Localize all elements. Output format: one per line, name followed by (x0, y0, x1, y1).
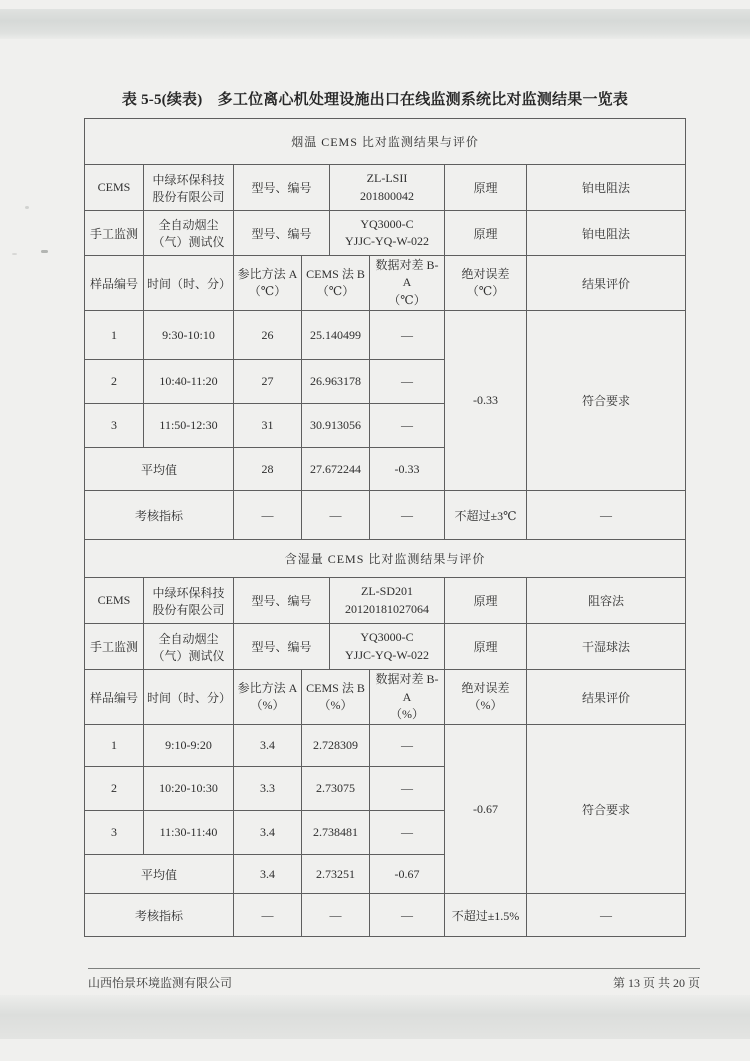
header-abs-error-label: 绝对误差 (461, 680, 510, 695)
header-ref-cell (234, 670, 302, 725)
cems-value-cell: 25.140499 (302, 311, 370, 360)
model-line2: YJJC-YQ-W-022 (345, 647, 429, 662)
cems-value-cell: 2.73075 (302, 767, 370, 811)
assessment-limit-cell: 不超过±3℃ (445, 491, 527, 540)
sample-no-cell: 2 (85, 767, 144, 811)
sample-no-cell: 3 (85, 404, 144, 448)
model-value-cell (330, 165, 445, 211)
time-cell: 10:20-10:30 (144, 767, 234, 811)
section2-header-row (85, 670, 686, 725)
sample-no-cell: 1 (85, 311, 144, 360)
principle-label-cell: 原理 (445, 624, 527, 670)
principle-label-cell: 原理 (445, 211, 527, 256)
model-label-cell: 型号、编号 (234, 211, 330, 256)
header-time-cell: 时间（时、分） (144, 256, 234, 311)
assessment-label-cell: 考核指标 (85, 894, 234, 937)
scan-speck (25, 206, 29, 209)
model-line2: 20120181027064 (345, 601, 429, 616)
assessment-result-cell: — (527, 894, 686, 937)
section1-manual-device-row (85, 211, 686, 256)
device-name-cell: 中绿环保科技股份有限公司 (144, 578, 234, 624)
section1-assessment-row (85, 491, 686, 540)
diff-value-cell: — (370, 725, 445, 767)
section2-title-row (85, 540, 686, 578)
header-diff-label: 数据对差 B-A (375, 672, 439, 704)
device-name-cell: 全自动烟尘（气）测试仪 (144, 624, 234, 670)
device-label-cell: CEMS (85, 165, 144, 211)
diff-value-cell: — (370, 767, 445, 811)
scan-speck (12, 253, 17, 255)
model-value-cell (330, 211, 445, 256)
principle-value-cell: 干湿球法 (527, 624, 686, 670)
model-label-cell: 型号、编号 (234, 165, 330, 211)
model-value-cell (330, 624, 445, 670)
ref-value-cell: 3.4 (234, 725, 302, 767)
footer-page-number: 第 13 页 共 20 页 (612, 976, 700, 990)
device-label-cell: CEMS (85, 578, 144, 624)
device-label-cell: 手工监测 (85, 624, 144, 670)
section2-data-row (85, 725, 686, 767)
time-cell: 11:30-11:40 (144, 811, 234, 855)
ref-value-cell: 3.4 (234, 811, 302, 855)
model-label-cell: 型号、编号 (234, 624, 330, 670)
header-cems-unit: （℃） (316, 284, 355, 299)
assessment-cems-cell: — (302, 491, 370, 540)
time-cell: 9:10-9:20 (144, 725, 234, 767)
page-footer (88, 974, 700, 991)
sample-no-cell: 3 (85, 811, 144, 855)
average-diff-cell: -0.67 (370, 855, 445, 894)
header-cems-unit: （%） (318, 698, 353, 713)
header-cems-label: CEMS 法 B (306, 266, 365, 281)
average-label-cell: 平均值 (85, 855, 234, 894)
header-ref-cell (234, 256, 302, 311)
sample-no-cell: 1 (85, 725, 144, 767)
scan-artifact-top-band (0, 9, 750, 39)
diff-value-cell: — (370, 404, 445, 448)
header-abs-error-unit: （%） (468, 698, 503, 713)
ref-value-cell: 3.3 (234, 767, 302, 811)
ref-value-cell: 27 (234, 360, 302, 404)
principle-value-cell: 铂电阻法 (527, 211, 686, 256)
average-diff-cell: -0.33 (370, 448, 445, 491)
footer-divider (88, 968, 700, 969)
principle-label-cell: 原理 (445, 165, 527, 211)
principle-label-cell: 原理 (445, 578, 527, 624)
abs-error-merged-cell: -0.67 (445, 725, 527, 894)
model-line1: ZL-LSII (366, 171, 408, 186)
header-abs-error-label: 绝对误差 (461, 266, 510, 281)
header-result-cell: 结果评价 (527, 256, 686, 311)
header-cems-cell (302, 256, 370, 311)
diff-value-cell: — (370, 311, 445, 360)
device-label-cell: 手工监测 (85, 211, 144, 256)
diff-value-cell: — (370, 811, 445, 855)
header-sample-cell: 样品编号 (85, 256, 144, 311)
header-abs-error-cell (445, 256, 527, 311)
header-ref-label: 参比方法 A (237, 680, 298, 695)
assessment-ref-cell: — (234, 491, 302, 540)
comparison-results-table (84, 118, 686, 937)
section1-data-row (85, 311, 686, 360)
header-sample-cell: 样品编号 (85, 670, 144, 725)
header-time-cell: 时间（时、分） (144, 670, 234, 725)
model-line1: ZL-SD201 (361, 584, 413, 599)
section1-title: 烟温 CEMS 比对监测结果与评价 (85, 119, 686, 165)
header-ref-unit: （℃） (248, 284, 287, 299)
model-value-cell (330, 578, 445, 624)
section2-assessment-row (85, 894, 686, 937)
header-abs-error-unit: （℃） (466, 284, 505, 299)
assessment-cems-cell: — (302, 894, 370, 937)
device-name-cell: 全自动烟尘（气）测试仪 (144, 211, 234, 256)
header-cems-cell (302, 670, 370, 725)
header-result-cell: 结果评价 (527, 670, 686, 725)
header-diff-label: 数据对差 B-A (375, 258, 439, 290)
section2-cems-device-row (85, 578, 686, 624)
section1-cems-device-row (85, 165, 686, 211)
ref-value-cell: 31 (234, 404, 302, 448)
header-diff-cell (370, 670, 445, 725)
header-abs-error-cell (445, 670, 527, 725)
cems-value-cell: 2.738481 (302, 811, 370, 855)
principle-value-cell: 阻容法 (527, 578, 686, 624)
header-diff-unit: （%） (390, 706, 424, 721)
cems-value-cell: 26.963178 (302, 360, 370, 404)
abs-error-merged-cell: -0.33 (445, 311, 527, 491)
header-diff-unit: （℃） (388, 292, 426, 307)
header-diff-cell (370, 256, 445, 311)
section1-title-row (85, 119, 686, 165)
assessment-limit-cell: 不超过±1.5% (445, 894, 527, 937)
time-cell: 9:30-10:10 (144, 311, 234, 360)
cems-value-cell: 30.913056 (302, 404, 370, 448)
section1-header-row (85, 256, 686, 311)
section2-manual-device-row (85, 624, 686, 670)
principle-value-cell: 铂电阻法 (527, 165, 686, 211)
page-title: 表 5-5(续表) 多工位离心机处理设施出口在线监测系统比对监测结果一览表 (121, 92, 629, 108)
assessment-label-cell: 考核指标 (85, 491, 234, 540)
cems-value-cell: 2.728309 (302, 725, 370, 767)
model-line2: 201800042 (360, 188, 414, 203)
average-cems-cell: 27.672244 (302, 448, 370, 491)
diff-value-cell: — (370, 360, 445, 404)
header-ref-unit: （%） (250, 698, 285, 713)
time-cell: 10:40-11:20 (144, 360, 234, 404)
ref-value-cell: 26 (234, 311, 302, 360)
average-ref-cell: 28 (234, 448, 302, 491)
assessment-diff-cell: — (370, 491, 445, 540)
average-label-cell: 平均值 (85, 448, 234, 491)
average-ref-cell: 3.4 (234, 855, 302, 894)
model-line1: YQ3000-C (360, 630, 414, 645)
model-line1: YQ3000-C (360, 216, 414, 231)
scan-artifact-bottom-band (0, 995, 750, 1039)
header-cems-label: CEMS 法 B (306, 680, 365, 695)
section2-title: 含湿量 CEMS 比对监测结果与评价 (85, 540, 686, 578)
header-ref-label: 参比方法 A (237, 266, 298, 281)
assessment-diff-cell: — (370, 894, 445, 937)
assessment-ref-cell: — (234, 894, 302, 937)
scan-speck (41, 250, 48, 253)
result-merged-cell: 符合要求 (527, 311, 686, 491)
sample-no-cell: 2 (85, 360, 144, 404)
model-line2: YJJC-YQ-W-022 (345, 234, 429, 248)
average-cems-cell: 2.73251 (302, 855, 370, 894)
assessment-result-cell: — (527, 491, 686, 540)
result-merged-cell: 符合要求 (527, 725, 686, 894)
model-label-cell: 型号、编号 (234, 578, 330, 624)
device-name-cell: 中绿环保科技股份有限公司 (144, 165, 234, 211)
time-cell: 11:50-12:30 (144, 404, 234, 448)
footer-company: 山西怡景环境监测有限公司 (88, 976, 233, 990)
